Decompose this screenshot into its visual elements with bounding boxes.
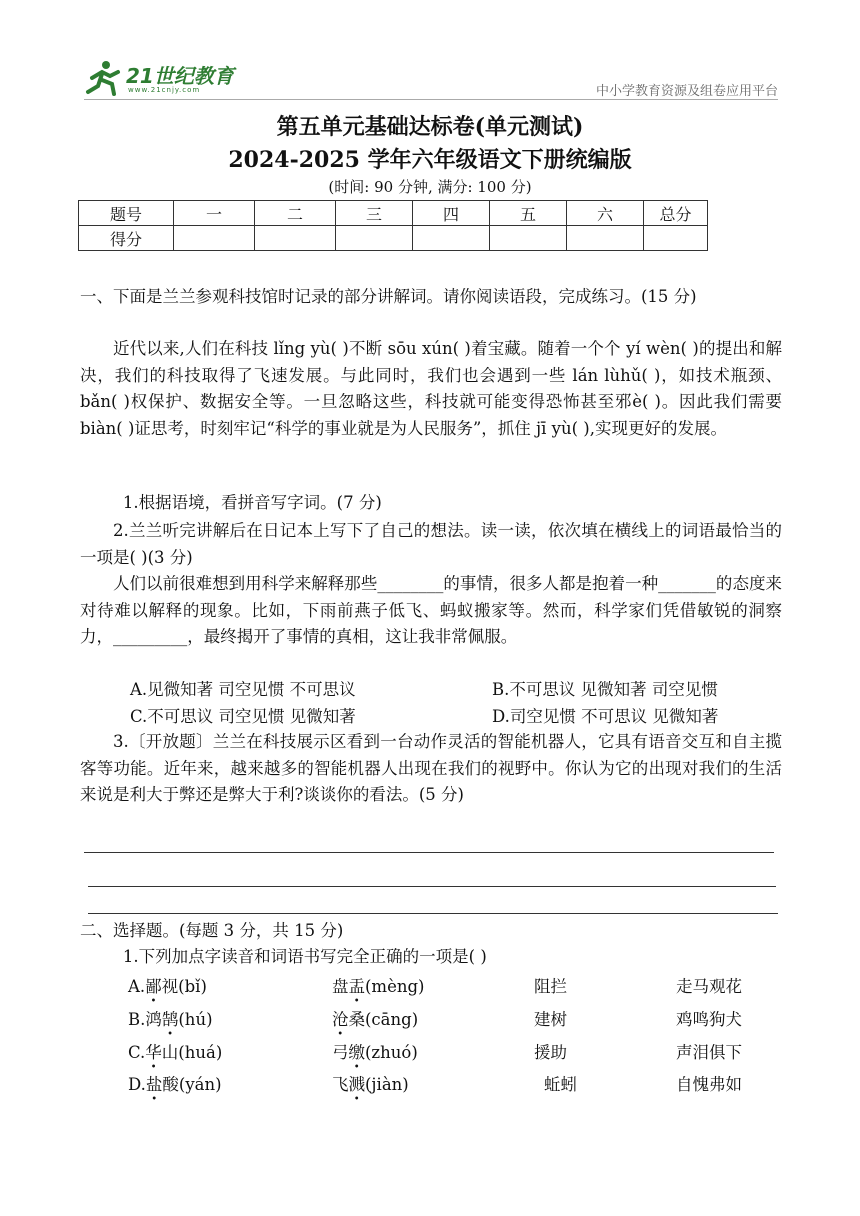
option-text: B.鸿 bbox=[128, 1010, 162, 1029]
dotted-char: 华 bbox=[145, 1043, 162, 1062]
option-text: C. bbox=[128, 1043, 146, 1062]
option-word: 声泪俱下 bbox=[676, 1043, 742, 1062]
option-text: 桑(cāng) bbox=[348, 1010, 419, 1029]
dotted-char: 沧 bbox=[332, 1010, 349, 1029]
logo-runner-icon bbox=[84, 58, 124, 98]
dotted-char: 鄙 bbox=[145, 977, 162, 996]
logo-text: 21世纪教育 bbox=[126, 64, 234, 88]
option-word: 阻拦 bbox=[534, 977, 567, 996]
page-title-line2: 2024-2025 学年六年级语文下册统编版 bbox=[228, 147, 632, 173]
option-a[interactable]: A.见微知著 司空见惯 不可思议 bbox=[130, 680, 356, 699]
question-1-2-passage: 人们以前很难想到用科学来解释那些________的事情，很多人都是抱着一种_______的态度来对待难以解释的现象。比如，下雨前燕子低飞、蚂蚁搬家等。然而，科学家们凭借敏锐的洞察力，_________，最终揭开了事情的真相，这让我非常佩服。 bbox=[80, 574, 782, 646]
score-table-header-row bbox=[79, 201, 708, 226]
question-1-3: 3.〔开放题〕兰兰在科技展示区看到一台动作灵活的智能机器人，它具有语音交互和自主揽客等功能。近年来，越来越多的智能机器人出现在我们的视野中。你认为它的出现对我们的生活来说是利大于弊还是弊大于利?谈谈你的看法。(5 分) bbox=[80, 732, 782, 804]
option-text: D. bbox=[128, 1075, 146, 1094]
score-table bbox=[78, 200, 708, 251]
option-text: (zhuó) bbox=[365, 1043, 418, 1062]
dotted-char: 鹄 bbox=[161, 1010, 179, 1029]
option-text: 盘 bbox=[332, 977, 349, 996]
option-word: 蚯蚓 bbox=[544, 1075, 577, 1094]
section2-heading: 二、选择题。(每题 3 分，共 15 分) bbox=[80, 921, 344, 940]
header-divider bbox=[84, 99, 778, 100]
option-text: 飞 bbox=[332, 1075, 349, 1094]
score-entry[interactable] bbox=[567, 226, 644, 251]
option-word: 鸡鸣狗犬 bbox=[676, 1010, 742, 1029]
table-cell: 三 bbox=[336, 201, 413, 226]
dotted-char: 盂 bbox=[348, 977, 365, 996]
option-text: 弓 bbox=[332, 1043, 349, 1062]
question-1-1: 1.根据语境，看拼音写字词。(7 分) bbox=[122, 493, 382, 512]
option-b[interactable]: B.不可思议 见微知著 司空见惯 bbox=[492, 680, 718, 699]
option-word: 自愧弗如 bbox=[676, 1075, 742, 1094]
dotted-char: 缴 bbox=[348, 1043, 365, 1062]
score-entry[interactable] bbox=[413, 226, 490, 251]
option-text: 山(huá) bbox=[161, 1043, 223, 1062]
table-cell: 一 bbox=[174, 201, 255, 226]
table-cell: 题号 bbox=[79, 201, 174, 226]
question-1-2: 2.兰兰听完讲解后在日记本上写下了自己的想法。读一读，依次填在横线上的词语最恰当的一项是( )(3 分) bbox=[80, 521, 782, 567]
question-2-1: 1.下列加点字读音和词语书写完全正确的一项是( ) bbox=[122, 947, 487, 966]
dotted-char: 溅 bbox=[348, 1075, 365, 1094]
answer-line[interactable] bbox=[84, 852, 774, 853]
section1-passage: 近代以来,人们在科技 lǐng yù( )不断 sōu xún( )着宝藏。随着一个个 yí wèn( )的提出和解决，我们的科技取得了飞速发展。与此同时，我们也会遇到一些 lán lùhǔ( )，如技术瓶颈、bǎn( )权保护、数据安全等。一旦忽略这些，科技就可能变得恐怖甚至邪è( )。因此我们需要 biàn( )证思考，时刻牢记“科学的事业就是为人民服务”，抓住 jī yù( ),实现更好的发展。 bbox=[80, 339, 782, 438]
exam-info: (时间: 90 分钟, 满分: 100 分) bbox=[328, 178, 532, 196]
table-cell: 五 bbox=[490, 201, 567, 226]
option-c[interactable]: C.不可思议 司空见惯 见微知著 bbox=[130, 707, 356, 726]
score-entry[interactable] bbox=[336, 226, 413, 251]
table-cell: 四 bbox=[413, 201, 490, 226]
option-text: A. bbox=[128, 977, 146, 996]
table-cell: 得分 bbox=[79, 226, 174, 251]
platform-name: 中小学教育资源及组卷应用平台 bbox=[595, 84, 778, 99]
table-cell: 总分 bbox=[644, 201, 708, 226]
dotted-char: 盐 bbox=[145, 1075, 163, 1094]
section1-heading: 一、下面是兰兰参观科技馆时记录的部分讲解词。请你阅读语段，完成练习。(15 分) bbox=[80, 287, 697, 306]
logo-url: www.21cnjy.com bbox=[128, 86, 201, 94]
option-word: 建树 bbox=[534, 1010, 567, 1029]
table-cell: 六 bbox=[567, 201, 644, 226]
option-word: 走马观花 bbox=[676, 977, 742, 996]
table-cell: 二 bbox=[255, 201, 336, 226]
option-text: (hú) bbox=[178, 1010, 213, 1029]
option-text: (jiàn) bbox=[365, 1075, 409, 1094]
answer-line[interactable] bbox=[88, 913, 778, 914]
option-text: 酸(yán) bbox=[162, 1075, 222, 1094]
option-text: 视(bǐ) bbox=[161, 977, 207, 996]
page-title: 第五单元基础达标卷(单元测试) bbox=[276, 114, 584, 140]
option-d[interactable]: D.司空见惯 不可思议 见微知著 bbox=[492, 707, 719, 726]
score-entry[interactable] bbox=[490, 226, 567, 251]
score-entry[interactable] bbox=[644, 226, 708, 251]
answer-line[interactable] bbox=[88, 886, 776, 887]
score-entry[interactable] bbox=[255, 226, 336, 251]
score-entry[interactable] bbox=[174, 226, 255, 251]
score-table-row bbox=[79, 226, 708, 251]
option-word: 援助 bbox=[534, 1043, 567, 1062]
option-text: (mèng) bbox=[365, 977, 425, 996]
